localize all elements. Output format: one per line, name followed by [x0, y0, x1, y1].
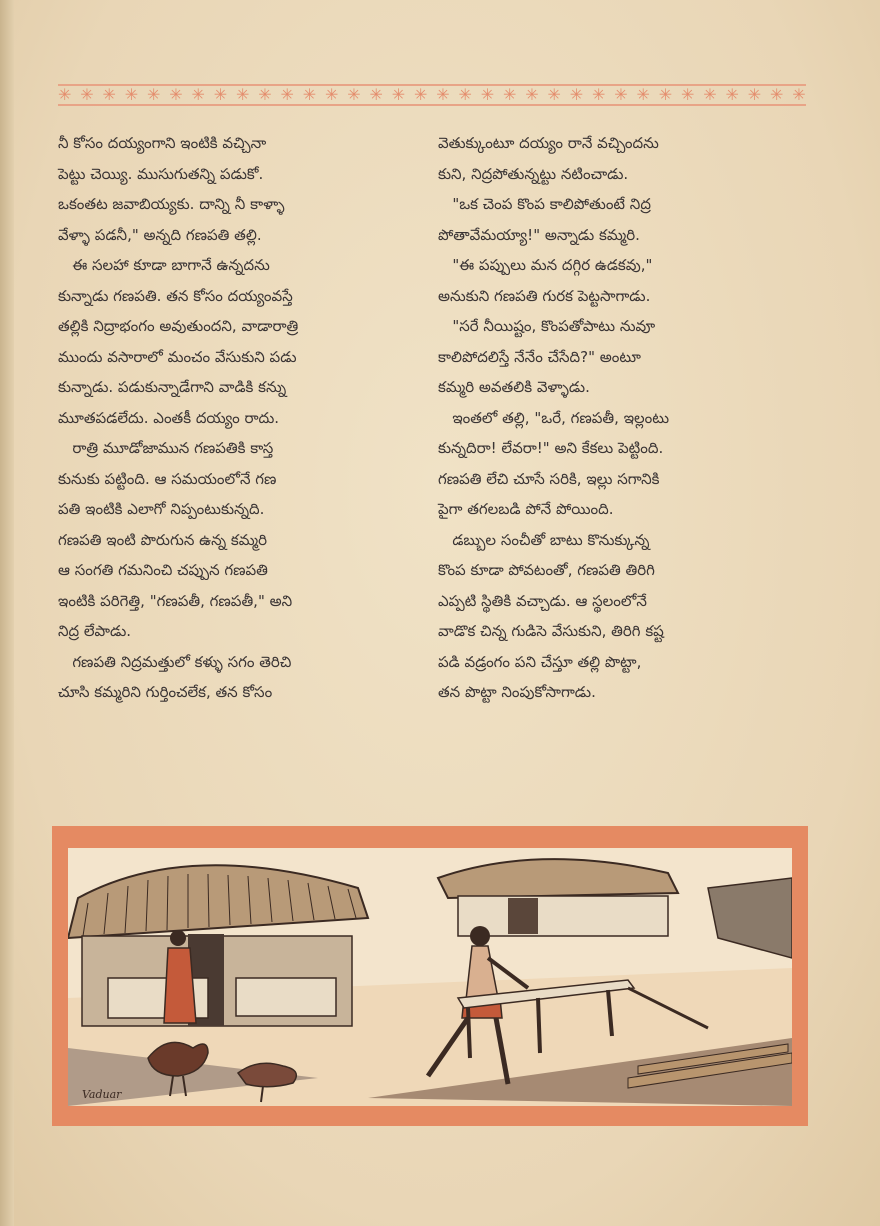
story-illustration — [52, 826, 808, 1126]
text-line: గణపతి లేచి చూసే సరికి, ఇల్లు సగానికి — [438, 469, 660, 488]
text-line: పోతావేమయ్యా!" అన్నాడు కమ్మరి. — [438, 225, 640, 244]
hut-door-back — [508, 898, 538, 934]
hut-wall-back — [458, 896, 668, 936]
border-star-icon: ✳ — [770, 85, 784, 104]
text-line: డబ్బుల సంచీతో బాటు కొనుక్కున్న — [438, 530, 650, 549]
text-line: ఎప్పటి స్థితికి వచ్చాడు. ఆ స్థలంలోనే — [438, 591, 647, 610]
text-line: గణపతి ఇంటి పొరుగున ఉన్న కమ్మరి — [58, 530, 268, 549]
border-star-icon: ✳ — [325, 85, 339, 104]
border-star-icon: ✳ — [547, 85, 561, 104]
veranda-platform-2 — [236, 978, 336, 1016]
text-line: పెట్టు చెయ్యి. ముసుగుతన్ని పడుకో. — [58, 164, 264, 183]
page-edge — [0, 0, 14, 1226]
text-line: తన పొట్టా నింపుకోసాగాడు. — [438, 683, 596, 701]
left-text-column — [58, 128, 413, 708]
text-line: ఇంటికి పరిగెత్తి, "గణపతీ, గణపతీ," అని — [58, 591, 293, 610]
text-line: కునుకు పట్టింది. ఆ సమయంలోనే గణ — [58, 469, 277, 488]
text-line: "ఈ పప్పులు మన దగ్గిర ఉడకవు," — [438, 256, 653, 274]
text-line: వాడొక చిన్న గుడిసె వేసుకుని, తిరిగి కష్ట — [438, 622, 664, 640]
border-star-icon: ✳ — [236, 85, 250, 104]
artist-signature: Vaduar — [82, 1088, 122, 1101]
text-line: కొంప కూడా పోవటంతో, గణపతి తిరిగి — [438, 561, 655, 579]
text-line: మూతపడలేదు. ఎంతకీ దయ్యం రాదు. — [58, 408, 280, 427]
border-star-icon: ✳ — [147, 85, 161, 104]
border-star-icon: ✳ — [414, 85, 428, 104]
text-line: ఆ సంగతి గమనించి చప్పున గణపతి — [58, 561, 268, 579]
border-star-icon: ✳ — [369, 85, 383, 104]
border-star-icon: ✳ — [592, 85, 606, 104]
right-text-column — [438, 128, 793, 708]
border-star-icon: ✳ — [169, 85, 183, 104]
text-line: "సరే నీయిష్టం, కొంపతోపాటు నువూ — [438, 317, 656, 335]
border-star-icon: ✳ — [80, 85, 94, 104]
border-star-icon: ✳ — [636, 85, 650, 104]
text-line: వెతుక్కుంటూ దయ్యం రానే వచ్చిందను — [438, 134, 659, 152]
text-line: కమ్మరి అవతలికి వెళ్ళాడు. — [438, 378, 590, 396]
decorative-border — [58, 84, 806, 106]
text-line: పడి వడ్రంగం పని చేస్తూ తల్లి పొట్టా, — [438, 652, 642, 671]
text-line: పతి ఇంటికి ఎలాగో నిప్పంటుకున్నది. — [58, 500, 265, 518]
text-line: నిద్ర లేపాడు. — [58, 622, 132, 640]
text-line: ఇంతలో తల్లి, "ఒరే, గణపతీ, ఇల్లంటు — [438, 408, 670, 427]
border-star-icon: ✳ — [792, 85, 806, 104]
text-line: చూసి కమ్మరిని గుర్తించలేక, తన కోసం — [58, 683, 273, 701]
border-star-icon: ✳ — [347, 85, 361, 104]
border-star-icon: ✳ — [725, 85, 739, 104]
text-line: ఈ సలహా కూడా బాగానే ఉన్నదను — [58, 256, 270, 274]
text-line: కున్నదిరా! లేవరా!" అని కేకలు పెట్టింది. — [438, 439, 664, 457]
text-line: కాలిపోదలిస్తే నేనేం చేసేది?" అంటూ — [438, 347, 641, 366]
border-star-icon: ✳ — [614, 85, 628, 104]
text-line: తల్లికి నిద్రాభంగం అవుతుందని, వాడారాత్రి — [58, 317, 299, 335]
text-line: ఒకంతట జవాబియ్యకు. దాన్ని నీ కాళ్ళా — [58, 195, 285, 213]
border-star-icon: ✳ — [280, 85, 294, 104]
border-star-icon: ✳ — [658, 85, 673, 104]
text-line: కున్నాడు గణపతి. తన కోసం దయ్యంవస్తే — [58, 286, 293, 305]
text-line: కుని, నిద్రపోతున్నట్టు నటించాడు. — [438, 164, 629, 183]
text-line: రాత్రి మూడోజామున గణపతికి కాస్త — [58, 439, 274, 457]
border-star-icon: ✳ — [258, 85, 272, 104]
border-star-icon: ✳ — [703, 85, 717, 104]
text-line: నీ కోసం దయ్యంగాని ఇంటికి వచ్చినా — [58, 134, 267, 152]
text-line: వేళ్ళా పడనీ," అన్నది గణపతి తల్లి. — [58, 225, 262, 244]
border-star-icon: ✳ — [681, 85, 695, 104]
text-line: కున్నాడు. పడుకున్నాడేగాని వాడికి కన్ను — [58, 378, 287, 396]
border-star-icon: ✳ — [569, 85, 584, 104]
border-star-icon: ✳ — [213, 85, 228, 104]
village-scene-drawing — [68, 848, 792, 1106]
border-star-icon: ✳ — [458, 85, 472, 104]
border-star-icon: ✳ — [102, 85, 116, 104]
border-star-icon: ✳ — [747, 85, 762, 104]
border-star-icon: ✳ — [124, 85, 139, 104]
text-line: గణపతి నిద్రమత్తులో కళ్ళు సగం తెరిచి — [58, 652, 292, 671]
border-star-icon: ✳ — [436, 85, 450, 104]
border-star-icon: ✳ — [503, 85, 517, 104]
text-line: అనుకుని గణపతి గురక పెట్టసాగాడు. — [438, 286, 651, 305]
border-star-icon: ✳ — [480, 85, 495, 104]
border-star-icon: ✳ — [302, 85, 317, 104]
border-star-icon: ✳ — [58, 85, 72, 104]
border-star-icon: ✳ — [391, 85, 406, 104]
border-star-icon: ✳ — [191, 85, 205, 104]
text-line: పైగా తగలబడి పోనే పోయింది. — [438, 500, 614, 518]
text-line: ముందు వసారాలో మంచం వేసుకుని పడు — [58, 347, 297, 366]
border-star-icon: ✳ — [525, 85, 539, 104]
text-line: "ఒక చెంప కొంప కాలిపోతుంటే నిద్ర — [438, 195, 651, 213]
